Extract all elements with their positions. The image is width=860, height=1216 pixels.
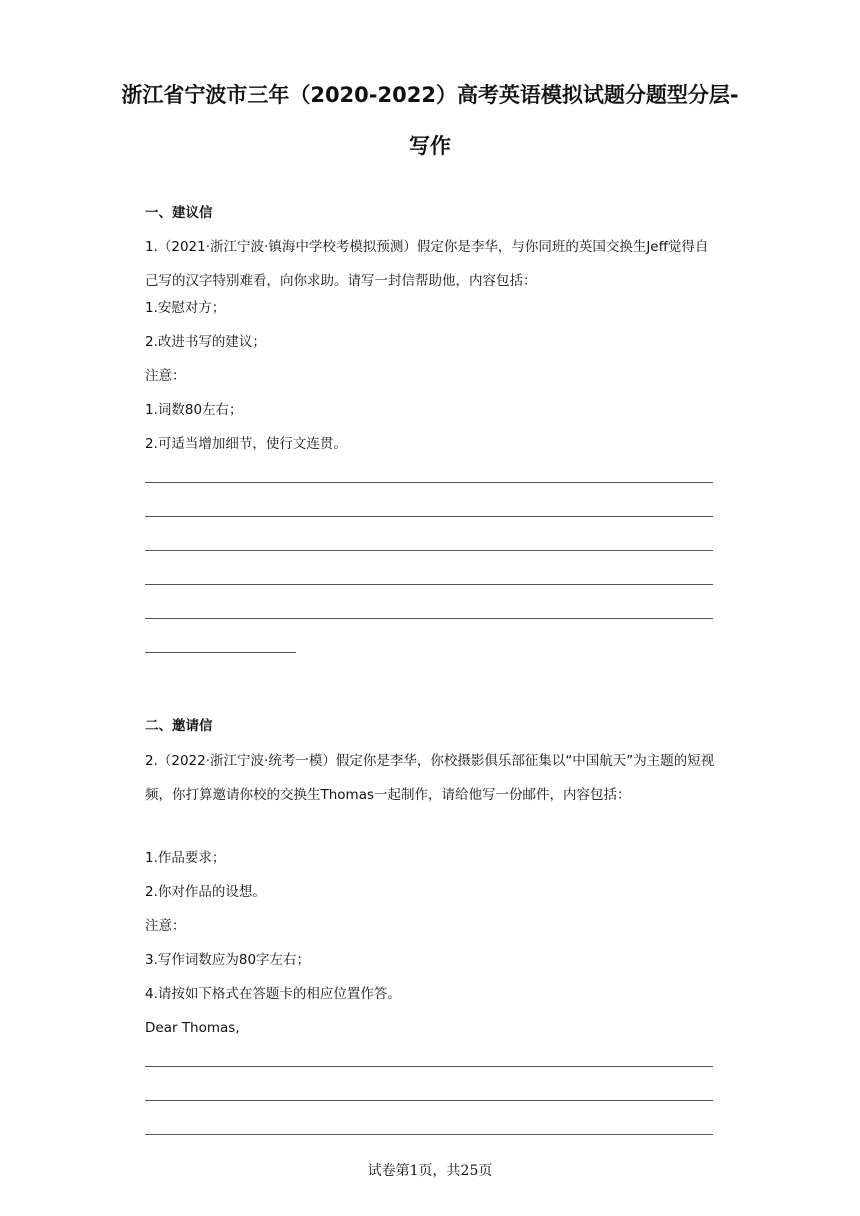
answer-line	[145, 516, 713, 517]
answer-line	[145, 652, 296, 653]
question-1-prompt: 1.（2021·浙江宁波·镇海中学校考模拟预测）假定你是李华，与你同班的英国交换生Jeff觉得自己写的汉字特别难看，向你求助。请写一封信帮助他，内容包括：	[145, 239, 709, 289]
section-heading-invitation-letter: 二、邀请信	[145, 718, 213, 734]
answer-line	[145, 584, 713, 585]
question-1-point-2: 2.改进书写的建议；	[145, 334, 266, 350]
question-2-point-2: 2.你对作品的设想。	[145, 884, 266, 900]
answer-line	[145, 1066, 713, 1067]
question-1-point-1: 1.安慰对方；	[145, 300, 226, 316]
question-2-salutation: Dear Thomas,	[145, 1020, 240, 1036]
page-title: 浙江省宁波市三年（2020-2022）高考英语模拟试题分题型分层-写作	[121, 83, 739, 158]
question-2-note-label: 注意：	[145, 918, 186, 934]
answer-line	[145, 618, 713, 619]
question-1-note-label: 注意：	[145, 368, 186, 384]
question-2-note-1: 3.写作词数应为80字左右；	[145, 952, 311, 968]
answer-line	[145, 1100, 713, 1101]
question-2-prompt: 2.（2022·浙江宁波·统考一模）假定你是李华，你校摄影俱乐部征集以“中国航天”为主题的短视频，你打算邀请你校的交换生Thomas一起制作，请给他写一份邮件，内容包括：	[145, 753, 715, 803]
answer-line	[145, 550, 713, 551]
page-footer: 试卷第1页，共25页	[367, 1163, 493, 1179]
question-2-point-1: 1.作品要求；	[145, 850, 226, 866]
answer-line	[145, 482, 713, 483]
answer-line	[145, 1134, 713, 1135]
question-1-note-2: 2.可适当增加细节，使行文连贯。	[145, 436, 347, 452]
question-1-note-1: 1.词数80左右；	[145, 402, 243, 418]
section-heading-suggestion-letter: 一、建议信	[145, 205, 213, 221]
question-2-note-2: 4.请按如下格式在答题卡的相应位置作答。	[145, 986, 401, 1002]
